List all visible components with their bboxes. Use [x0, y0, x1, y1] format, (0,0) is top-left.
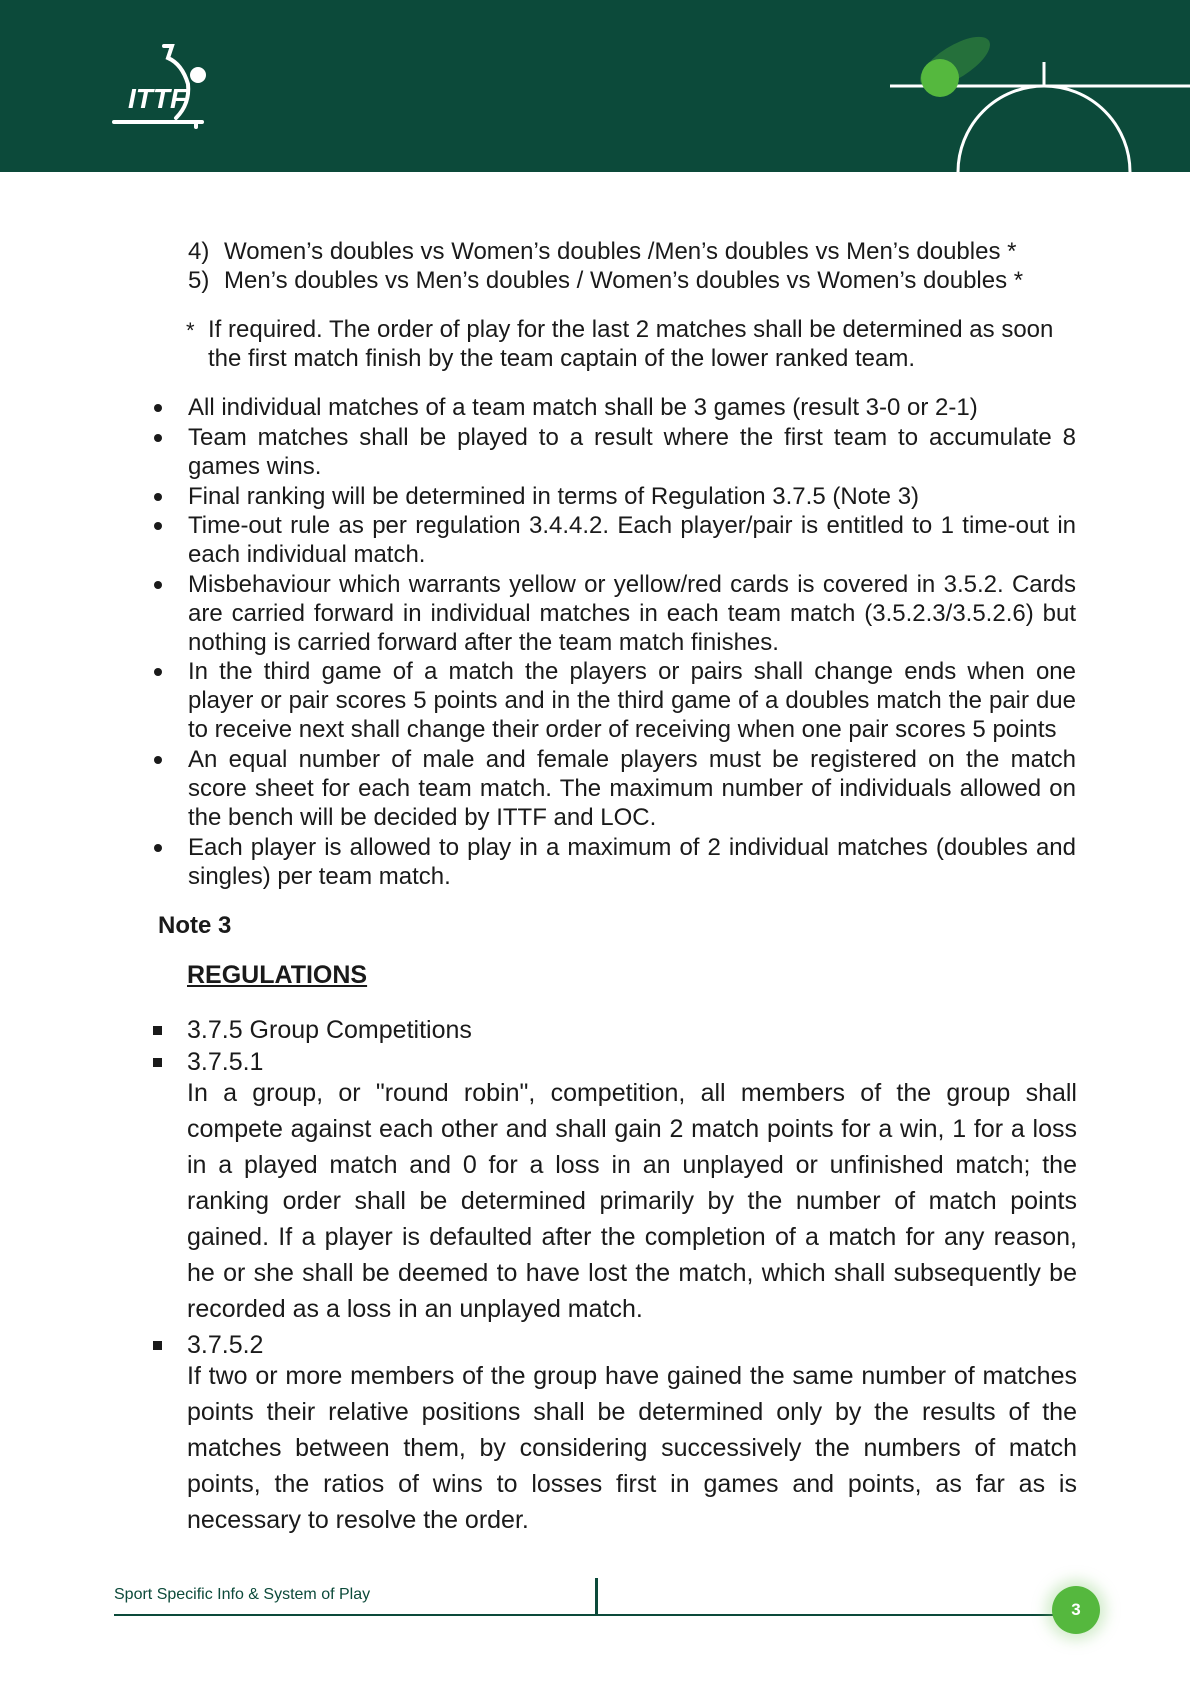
bullet-icon [154, 668, 162, 676]
regulation-body: In a group, or "round robin", competition, all members of the group shall compete against each other and shall gain 2 match points for a win, 1 for a loss in a played match and 0 for a loss in an unplayed or unfinished match; the ranking order shall be determined primarily by the number of match points gained. If a player is defaulted after the completion of a match for any reason, he or she shall be deemed to have lost the match, which shall subsequently be recorded as a loss in an unplayed match. [187, 1079, 1077, 1323]
bullet-icon [154, 404, 162, 412]
bullet-icon [154, 844, 162, 852]
item-number: 4) [188, 238, 210, 265]
bullet-text: Team matches shall be played to a result where the first team to accumulate 8 games wins. [188, 424, 1076, 480]
footer-label: Sport Specific Info & System of Play [114, 1586, 371, 1603]
square-bullet-icon [153, 1026, 162, 1035]
regulation-title: 3.7.5.1 [187, 1048, 264, 1076]
bullet-text: In the third game of a match the players or pairs shall change ends when one player or pair scores 5 points and in the third game of a doubles match the pair due to receive next shall change their order of receiving when one pair scores 5 points [188, 658, 1076, 743]
ball-icon [190, 67, 206, 83]
bullet-icon [154, 756, 162, 764]
regulation-body: If two or more members of the group have gained the same number of matches points their relative positions shall be determined only by the results of the matches between them, by considering successively the numbers of match points, the ratios of wins to losses first in games and points, as far as is necessary to resolve the order. [187, 1362, 1077, 1534]
bullet-icon [154, 581, 162, 589]
bullet-text: Final ranking will be determined in terms of Regulation 3.7.5 (Note 3) [188, 483, 920, 510]
footnote-text: If required. The order of play for the last 2 matches shall be determined as soon the first match finish by the team captain of the lower ranked team. [208, 316, 1054, 372]
bullet-text: Time-out rule as per regulation 3.4.4.2. Each player/pair is entitled to 1 time-out in each individual match. [188, 512, 1076, 568]
note-title: Note 3 [158, 912, 232, 939]
footer-divider [595, 1578, 598, 1616]
numbered-item-text: Women’s doubles vs Women’s doubles /Men’s doubles vs Men’s doubles * [224, 238, 1017, 265]
footer-rule [114, 1614, 1074, 1616]
arc-shape [958, 86, 1130, 172]
item-number: 5) [188, 267, 210, 294]
page-number: 3 [1052, 1586, 1100, 1634]
bullet-text: Each player is allowed to play in a maximum of 2 individual matches (doubles and singles) per team match. [188, 834, 1076, 890]
green-ball-icon [921, 59, 959, 97]
square-bullet-icon [153, 1341, 162, 1350]
numbered-item-text: Men’s doubles vs Men’s doubles / Women’s doubles vs Women’s doubles * [224, 267, 1024, 294]
bullet-icon [154, 522, 162, 530]
bullet-text: Misbehaviour which warrants yellow or yellow/red cards is covered in 3.5.2. Cards are carried forward in individual matches in each team match (3.5.2.3/3.5.2.6) but nothing is carried forward after the team match finishes. [188, 571, 1076, 656]
bullet-icon [154, 493, 162, 501]
bullet-icon [154, 434, 162, 442]
bullet-text: All individual matches of a team match shall be 3 games (result 3-0 or 2-1) [188, 394, 978, 421]
header-graphic [0, 0, 1190, 172]
bullet-text: An equal number of male and female players must be registered on the match score sheet for each team match. The maximum number of individuals allowed on the bench will be decided by ITTF and LOC. [188, 746, 1076, 831]
footnote-marker: * [186, 318, 195, 343]
logo-text: ITTF [128, 83, 188, 114]
square-bullet-icon [153, 1058, 162, 1067]
regulation-title: 3.7.5.2 [187, 1331, 264, 1359]
header-band [0, 0, 1190, 172]
regulations-heading: REGULATIONS [187, 961, 368, 989]
regulation-title: 3.7.5 Group Competitions [187, 1016, 472, 1044]
